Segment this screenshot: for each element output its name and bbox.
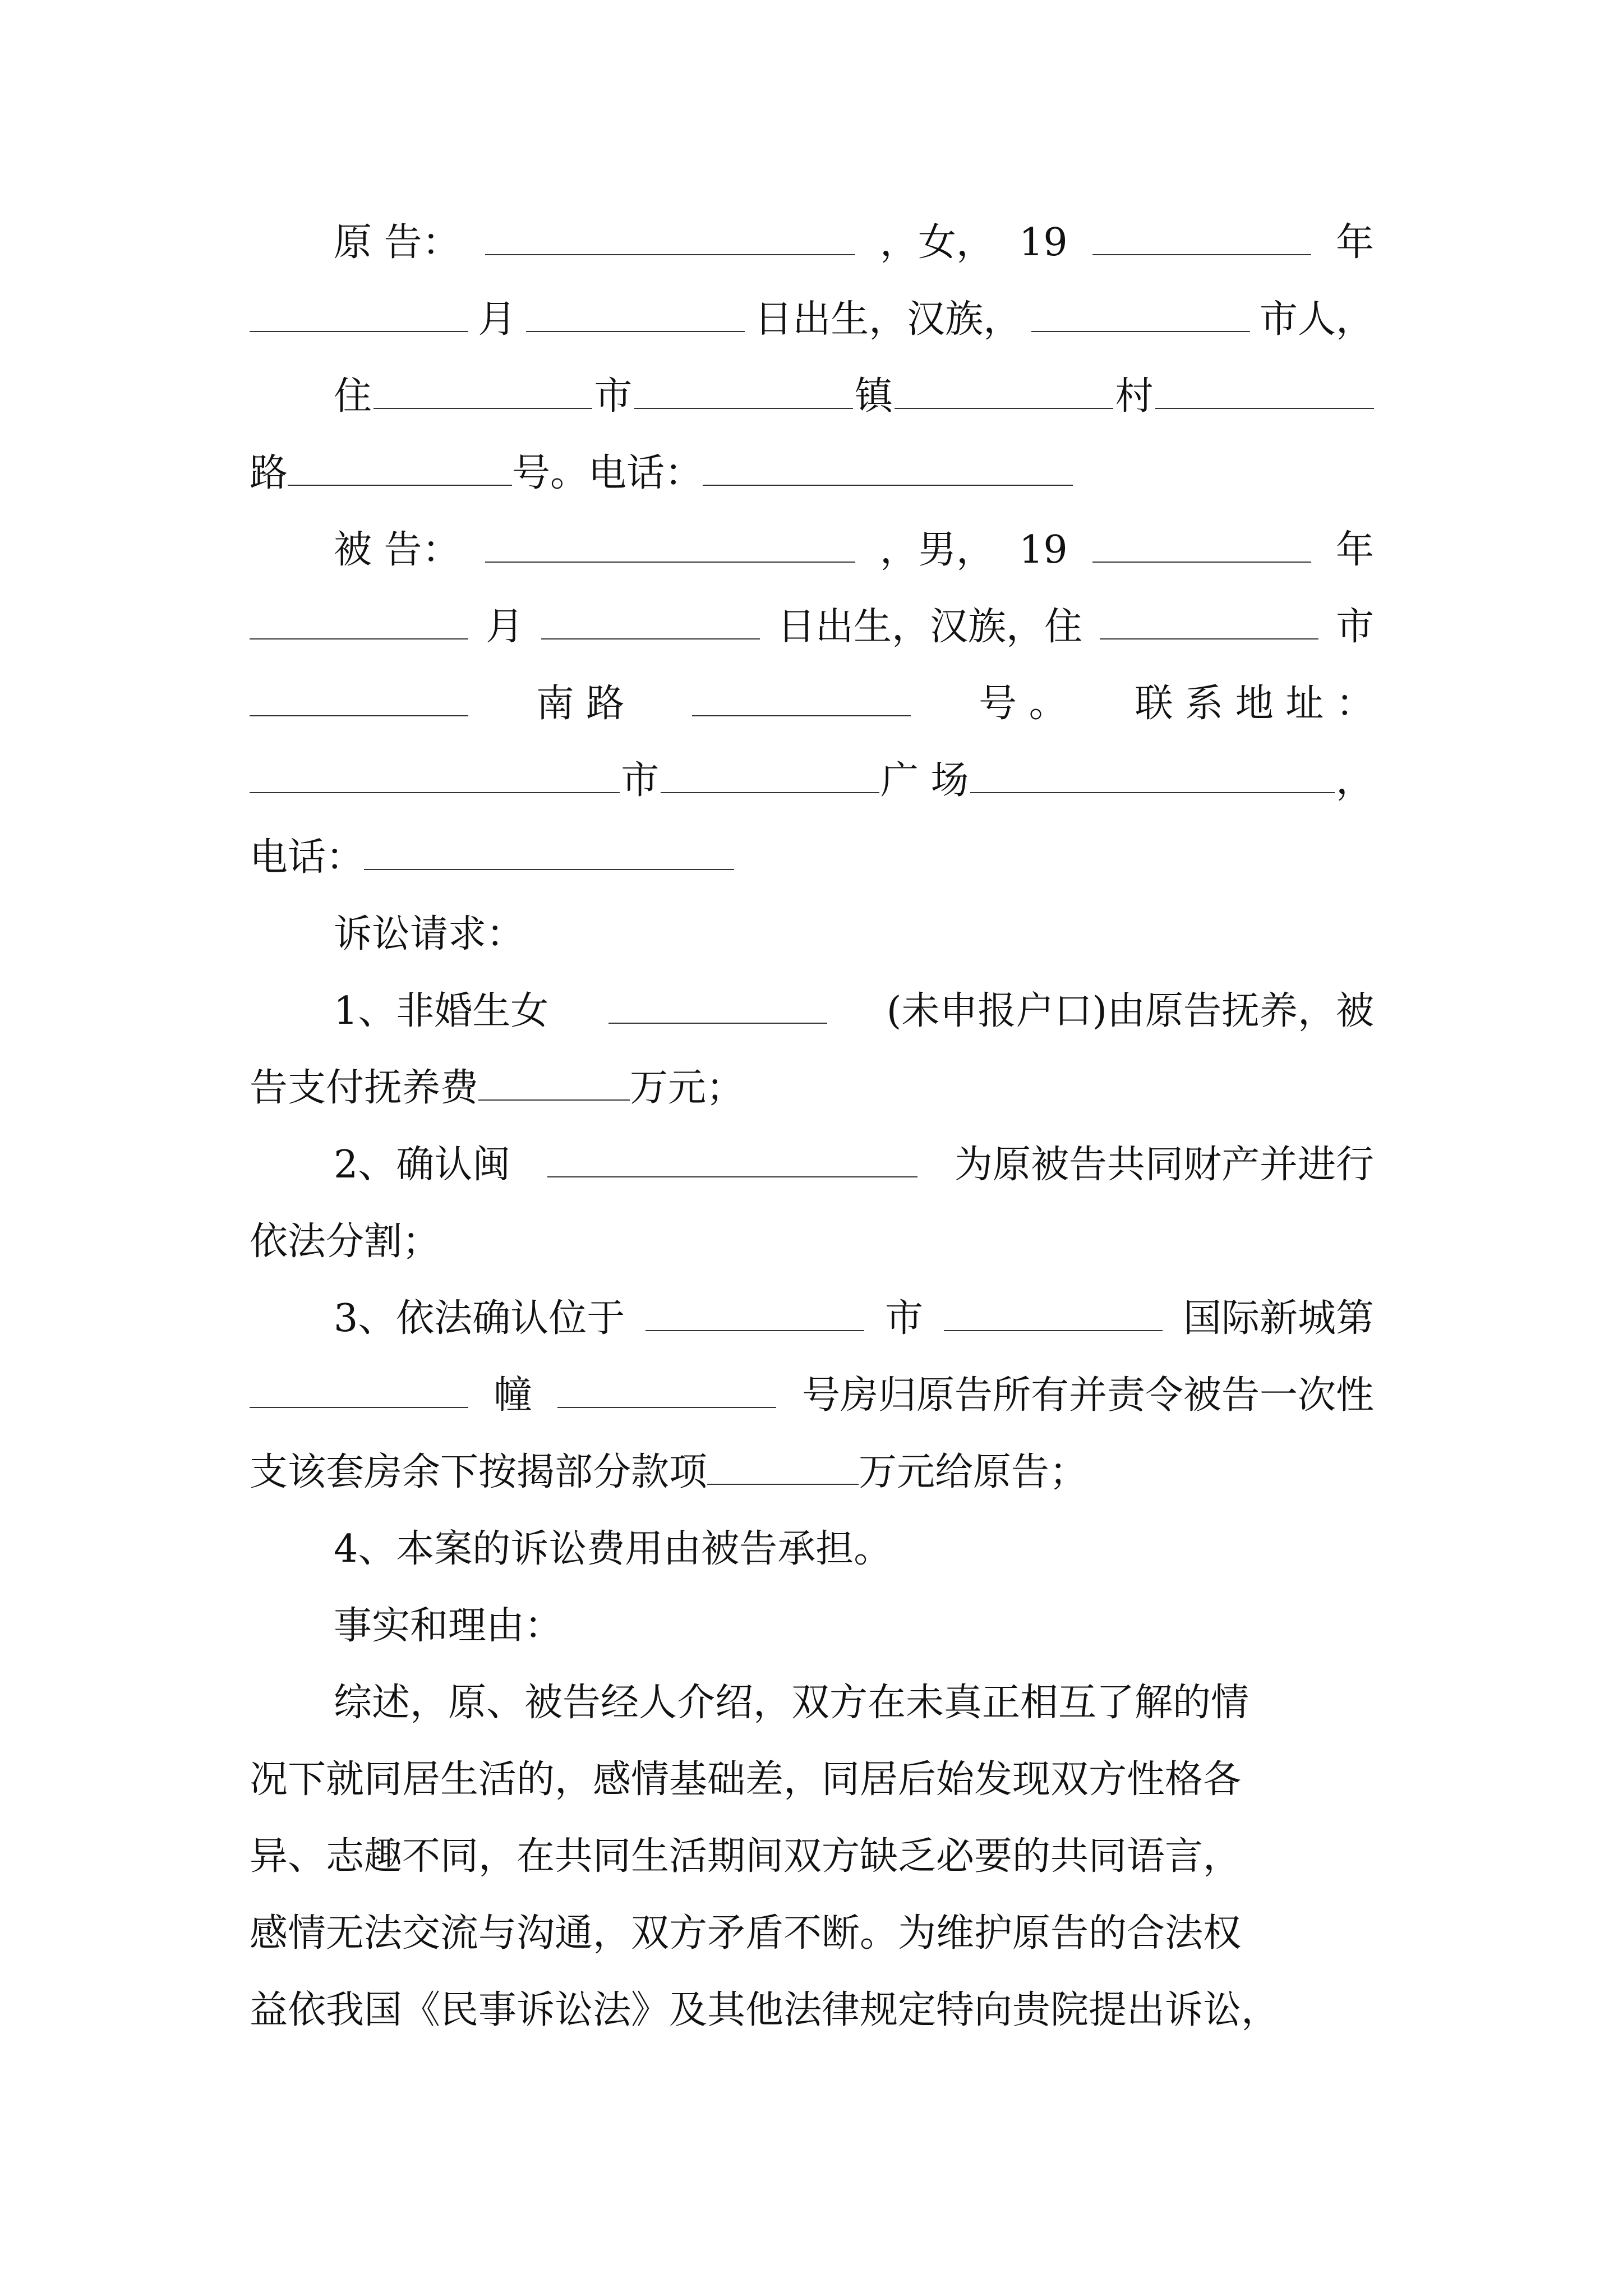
claim-3-text-e: 号房归原告所有并责令被告一次性 [801, 1373, 1374, 1418]
plaintiff-hometown-blank[interactable] [1031, 297, 1250, 332]
facts-line-1 [334, 1676, 1374, 1730]
plaintiff-village-label: 村 [1115, 374, 1154, 418]
claim-2-text-c: 依法分割； [250, 1220, 441, 1264]
defendant-plaza-label: 广 场 [880, 758, 969, 803]
facts-text-5: 益依我国《民事诉讼法》及其他法律规定特向贵院提出诉讼， [250, 1988, 1280, 2032]
plaintiff-address-prefix: 住 [334, 374, 372, 418]
claim-3-text-b: 市 [885, 1296, 924, 1341]
defendant-plaza-blank[interactable] [661, 758, 879, 793]
defendant-line-2 [250, 600, 1374, 654]
facts-text-1: 综述，原、被告经人介绍，双方在未真正相互了解的情 [334, 1681, 1249, 1725]
facts-line-2 [250, 1753, 1374, 1807]
claim-4-line [334, 1522, 1374, 1576]
facts-line-4 [250, 1907, 1374, 1961]
claim-2-text-a: 2、确认闽 [334, 1143, 511, 1187]
defendant-line-3 [250, 677, 1374, 731]
claim-2-text-b: 为原被告共同财产并进行 [954, 1143, 1374, 1187]
claim-3-text-g: 万元给原告； [859, 1450, 1088, 1494]
defendant-city-blank[interactable] [1100, 605, 1318, 639]
claim-3-line-1 [334, 1292, 1374, 1346]
facts-line-5 [250, 1984, 1374, 2037]
claim-4-text: 4、本案的诉讼费用由被告承担。 [334, 1527, 892, 1571]
defendant-gender: ，男， [879, 528, 994, 572]
defendant-contact-label: 联 系 地 址 ： [1135, 682, 1374, 726]
facts-text-2: 况下就同居生活的，感情基础差，同居后始发现双方性格各 [250, 1757, 1242, 1802]
claim-2-property-blank[interactable] [547, 1143, 917, 1177]
plaintiff-year-blank[interactable] [1092, 220, 1311, 255]
defendant-year-blank[interactable] [1092, 528, 1311, 563]
facts-heading-line [334, 1599, 1374, 1653]
defendant-line-4 [250, 754, 1374, 808]
plaintiff-line-4 [250, 447, 1374, 500]
defendant-south-road-blank[interactable] [250, 682, 468, 716]
plaintiff-day-ethnicity: 日出生，汉族， [754, 297, 1022, 342]
defendant-city2-label: 市 [621, 758, 660, 803]
plaintiff-number-phone: 号。电话： [512, 451, 703, 495]
claims-heading: 诉讼请求： [334, 912, 525, 956]
plaintiff-day-blank[interactable] [526, 297, 745, 332]
plaintiff-city-person: 市人， [1259, 297, 1374, 342]
plaintiff-birth-prefix: 19 [1019, 220, 1068, 265]
defendant-phone-label: 电话： [250, 835, 365, 880]
claim-3-text-c: 国际新城第 [1183, 1296, 1374, 1341]
claims-heading-line [334, 908, 1374, 961]
plaintiff-town-blank[interactable] [634, 374, 853, 409]
claim-3-text-f: 支该套房余下按揭部分款项 [250, 1450, 708, 1494]
defendant-month-blank[interactable] [250, 605, 468, 639]
plaintiff-city-blank[interactable] [374, 374, 592, 409]
defendant-label: 被 告： [334, 528, 460, 572]
plaintiff-village-blank[interactable] [895, 374, 1113, 409]
plaintiff-road-label: 路 [250, 451, 288, 495]
defendant-comma: ， [1335, 758, 1374, 803]
plaintiff-city-label: 市 [594, 374, 633, 418]
plaintiff-phone-blank[interactable] [703, 451, 1073, 486]
claim-3-text-d: 幢 [494, 1373, 532, 1418]
claim-1-text-b: (未申报户口)由原告抚养，被 [886, 989, 1374, 1033]
plaintiff-line-3 [334, 370, 1374, 424]
claim-3-district-blank[interactable] [944, 1296, 1163, 1331]
defendant-year-label: 年 [1335, 528, 1374, 572]
claim-3-room-blank[interactable] [557, 1373, 776, 1408]
plaintiff-number-blank[interactable] [288, 451, 512, 486]
defendant-day-ethnicity: 日出生，汉族，住 [777, 605, 1082, 649]
defendant-name-blank[interactable] [485, 528, 855, 563]
claim-1-line-1 [334, 984, 1374, 1038]
claim-3-line-2 [250, 1369, 1374, 1423]
defendant-number: 号 。 [979, 682, 1067, 726]
facts-heading: 事实和理由： [334, 1604, 563, 1648]
facts-text-4: 感情无法交流与沟通，双方矛盾不断。为维护原告的合法权 [250, 1911, 1242, 1955]
plaintiff-label: 原 告： [334, 220, 460, 265]
claim-3-building-blank[interactable] [250, 1373, 468, 1408]
defendant-contact-city-blank[interactable] [250, 758, 620, 793]
defendant-day-blank[interactable] [541, 605, 760, 639]
claim-2-line-1 [334, 1138, 1374, 1192]
defendant-month-label: 月 [485, 605, 524, 649]
plaintiff-name-blank[interactable] [485, 220, 855, 255]
defendant-line-1 [334, 523, 1374, 577]
plaintiff-town-label: 镇 [855, 374, 893, 418]
facts-line-3 [250, 1830, 1374, 1884]
defendant-phone-blank[interactable] [364, 835, 734, 870]
facts-text-3: 异、志趣不同，在共同生活期间双方缺乏必要的共同语言， [250, 1834, 1242, 1879]
plaintiff-road-blank[interactable] [1155, 374, 1374, 409]
claim-1-child-blank[interactable] [608, 989, 827, 1024]
claim-1-text-a: 1、非婚生女 [334, 989, 549, 1033]
plaintiff-gender: ，女， [879, 220, 994, 265]
claim-2-line-2 [250, 1215, 1374, 1269]
defendant-city-label: 市 [1335, 605, 1374, 649]
defendant-number-blank[interactable] [692, 682, 911, 716]
claim-3-amount-blank[interactable] [707, 1450, 859, 1485]
defendant-plaza-detail-blank[interactable] [970, 758, 1335, 793]
plaintiff-year-label: 年 [1335, 220, 1374, 265]
claim-3-city-blank[interactable] [645, 1296, 864, 1331]
plaintiff-line-1 [334, 216, 1374, 270]
defendant-line-5 [250, 831, 1374, 885]
claim-1-text-c: 告支付抚养费 [250, 1066, 479, 1110]
defendant-south-road: 南 路 [536, 682, 625, 726]
claim-1-amount-blank[interactable] [478, 1066, 630, 1101]
claim-3-text-a: 3、依法确认位于 [334, 1296, 625, 1341]
claim-1-text-d: 万元； [630, 1066, 745, 1110]
plaintiff-month-blank[interactable] [250, 297, 468, 332]
plaintiff-month-label: 月 [478, 297, 517, 342]
defendant-birth-prefix: 19 [1019, 528, 1068, 572]
claim-1-line-2 [250, 1061, 1374, 1115]
claim-3-line-3 [250, 1446, 1374, 1499]
plaintiff-line-2 [250, 293, 1374, 347]
